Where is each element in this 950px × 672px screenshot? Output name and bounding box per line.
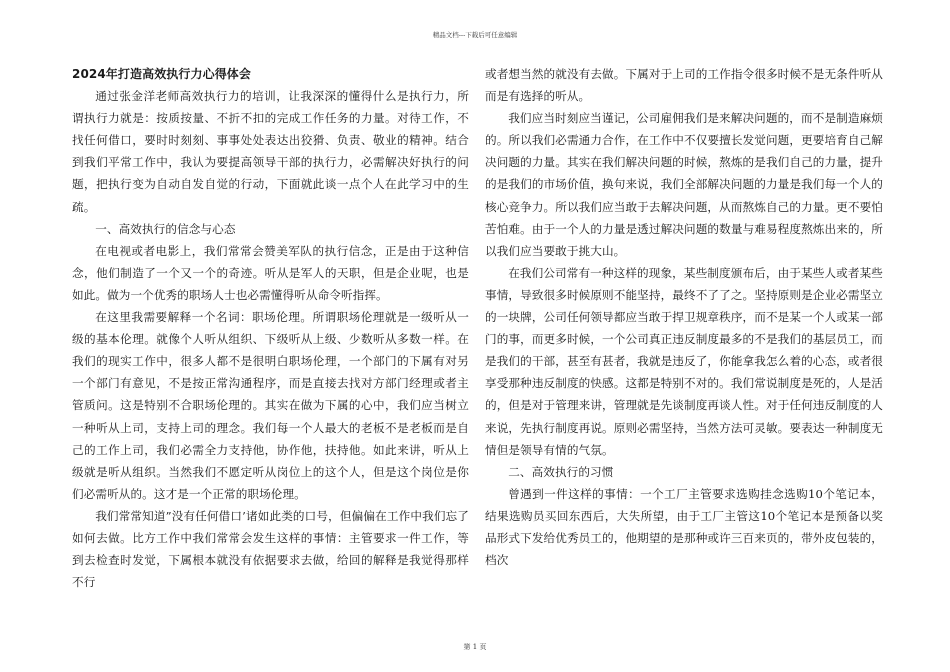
paragraph: 我们常常知道”没有任何借口’诸如此类的口号，但偏偏在工作中我们忘了如何去做。比方工作中我们常常会发生这样的事情：主管要求一件工作，等到去检查时发觉，下属根本就没有依据要求去做，给回的解释是我觉得那样不行 xyxy=(72,508,469,590)
section-heading: 一、高效执行的信念与心态 xyxy=(95,221,236,236)
paragraph: 在这里我需要解释一个名词：职场伦理。所谓职场伦理就是一级听从一级的基本伦理。就像个人听从组织、下级听从上级、少数听从多数一样。在我们的现实工作中，很多人都不是很明白职场伦理，一个部门的下属有对另一个部门有意见，不是按正常沟通程序，而是直接去找对方部门经理或者主管质问。这是特别不合职场伦理的。其实在做为下属的心中，我们应当树立一种听从上司，支持上司的理念。我们每一个人最大的老板不是老板而是自己的工作上司，我们必需全力支持他，协作他，扶持他。如此来讲，听从上级就是听从组织。当然我们不愿定听从岗位上的这个人，但是这个岗位是你们必需听从的。这才是一个正常的职场伦理。 xyxy=(72,310,469,501)
paragraph: 曾遇到一件这样的事情：一个工厂主管要求选购挂念选购10个笔记本，结果选购员买回东西后，大失所望，由于工厂主管这10个笔记本是预备以奖品形式下发给优秀员工的，他期望的是那种或许三百来页的，带外皮包装的，档次 xyxy=(485,486,883,568)
paragraph: 在电视或者电影上，我们常常会赞美军队的执行信念，正是由于这种信念，他们制造了一个又一个的奇迹。听从是军人的天职，但是企业呢，也是如此。做为一个优秀的职场人士也必需懂得听从命令听指挥。 xyxy=(72,243,469,302)
section-heading: 二、高效执行的习惯 xyxy=(508,464,614,479)
paragraph: 我们应当时刻应当谨记，公司雇佣我们是来解决问题的，而不是制造麻烦的。所以我们必需通力合作，在工作中不仅要擅长发觉问题，更要培育自己解决问题的力量。其实在我们解决问题的时候，熬炼的是我们自己的力量，提升的是我们的市场价值，换句来说，我们全部解决问题的力量是我们每一个人的核心竞争力。所以我们应当敢于去解决问题，从而熬炼自己的力量。更不要怕苦怕难。由于一个人的力量是透过解决问题的数量与难易程度熬炼出来的，所以我们应当要敢于挑大山。 xyxy=(485,111,883,258)
paragraph-continued: 或者想当然的就没有去做。下属对于上司的工作指令很多时候不是无条件听从而是有选择的听从。 xyxy=(485,67,883,104)
paragraph: 通过张金洋老师高效执行力的培训，让我深深的懂得什么是执行力，所谓执行力就是：按质按量、不折不扣的完成工作任务的力量。对待工作，不找任何借口，要时时刻刻、事事处处表达出狡猾、负责、敬业的精神。结合到我们平常工作中，我认为要提高领导干部的执行力，必需解决好执行的问题，把执行变为自动自发自觉的行动，下面就此谈一点个人在此学习中的生疏。 xyxy=(72,89,469,214)
page-footer: 第 1 页 xyxy=(463,643,487,651)
right-column xyxy=(485,63,883,571)
page-header: 精品文档---下载后可任意编辑 xyxy=(432,31,518,39)
document-title: 2024年打造高效执行力心得体会 xyxy=(72,67,251,81)
left-column xyxy=(72,63,469,593)
paragraph: 在我们公司常有一种这样的现象，某些制度颁布后，由于某些人或者某些事情，导致很多时候原则不能坚持，最终不了了之。坚持原则是企业必需坚立的一块牌，公司任何领导都应当敢于捍卫规章秩序，而不是某一个人或某一部门的事，而更多时候，一个公司真正违反制度最多的不是我们的基层员工，而是我们的干部，甚至有甚者，我就是违反了，你能拿我怎么着的心态，或者很享受那种违反制度的快感。这都是特别不对的。我们常说制度是死的，人是活的，但是对于管理来讲，管理就是先谈制度再谈人性。对于任何违反制度的人来说，先执行制度再说。原则必需坚持，当然方法可灵敏。要表达一种制度无情但是领导有情的气氛。 xyxy=(485,265,883,457)
